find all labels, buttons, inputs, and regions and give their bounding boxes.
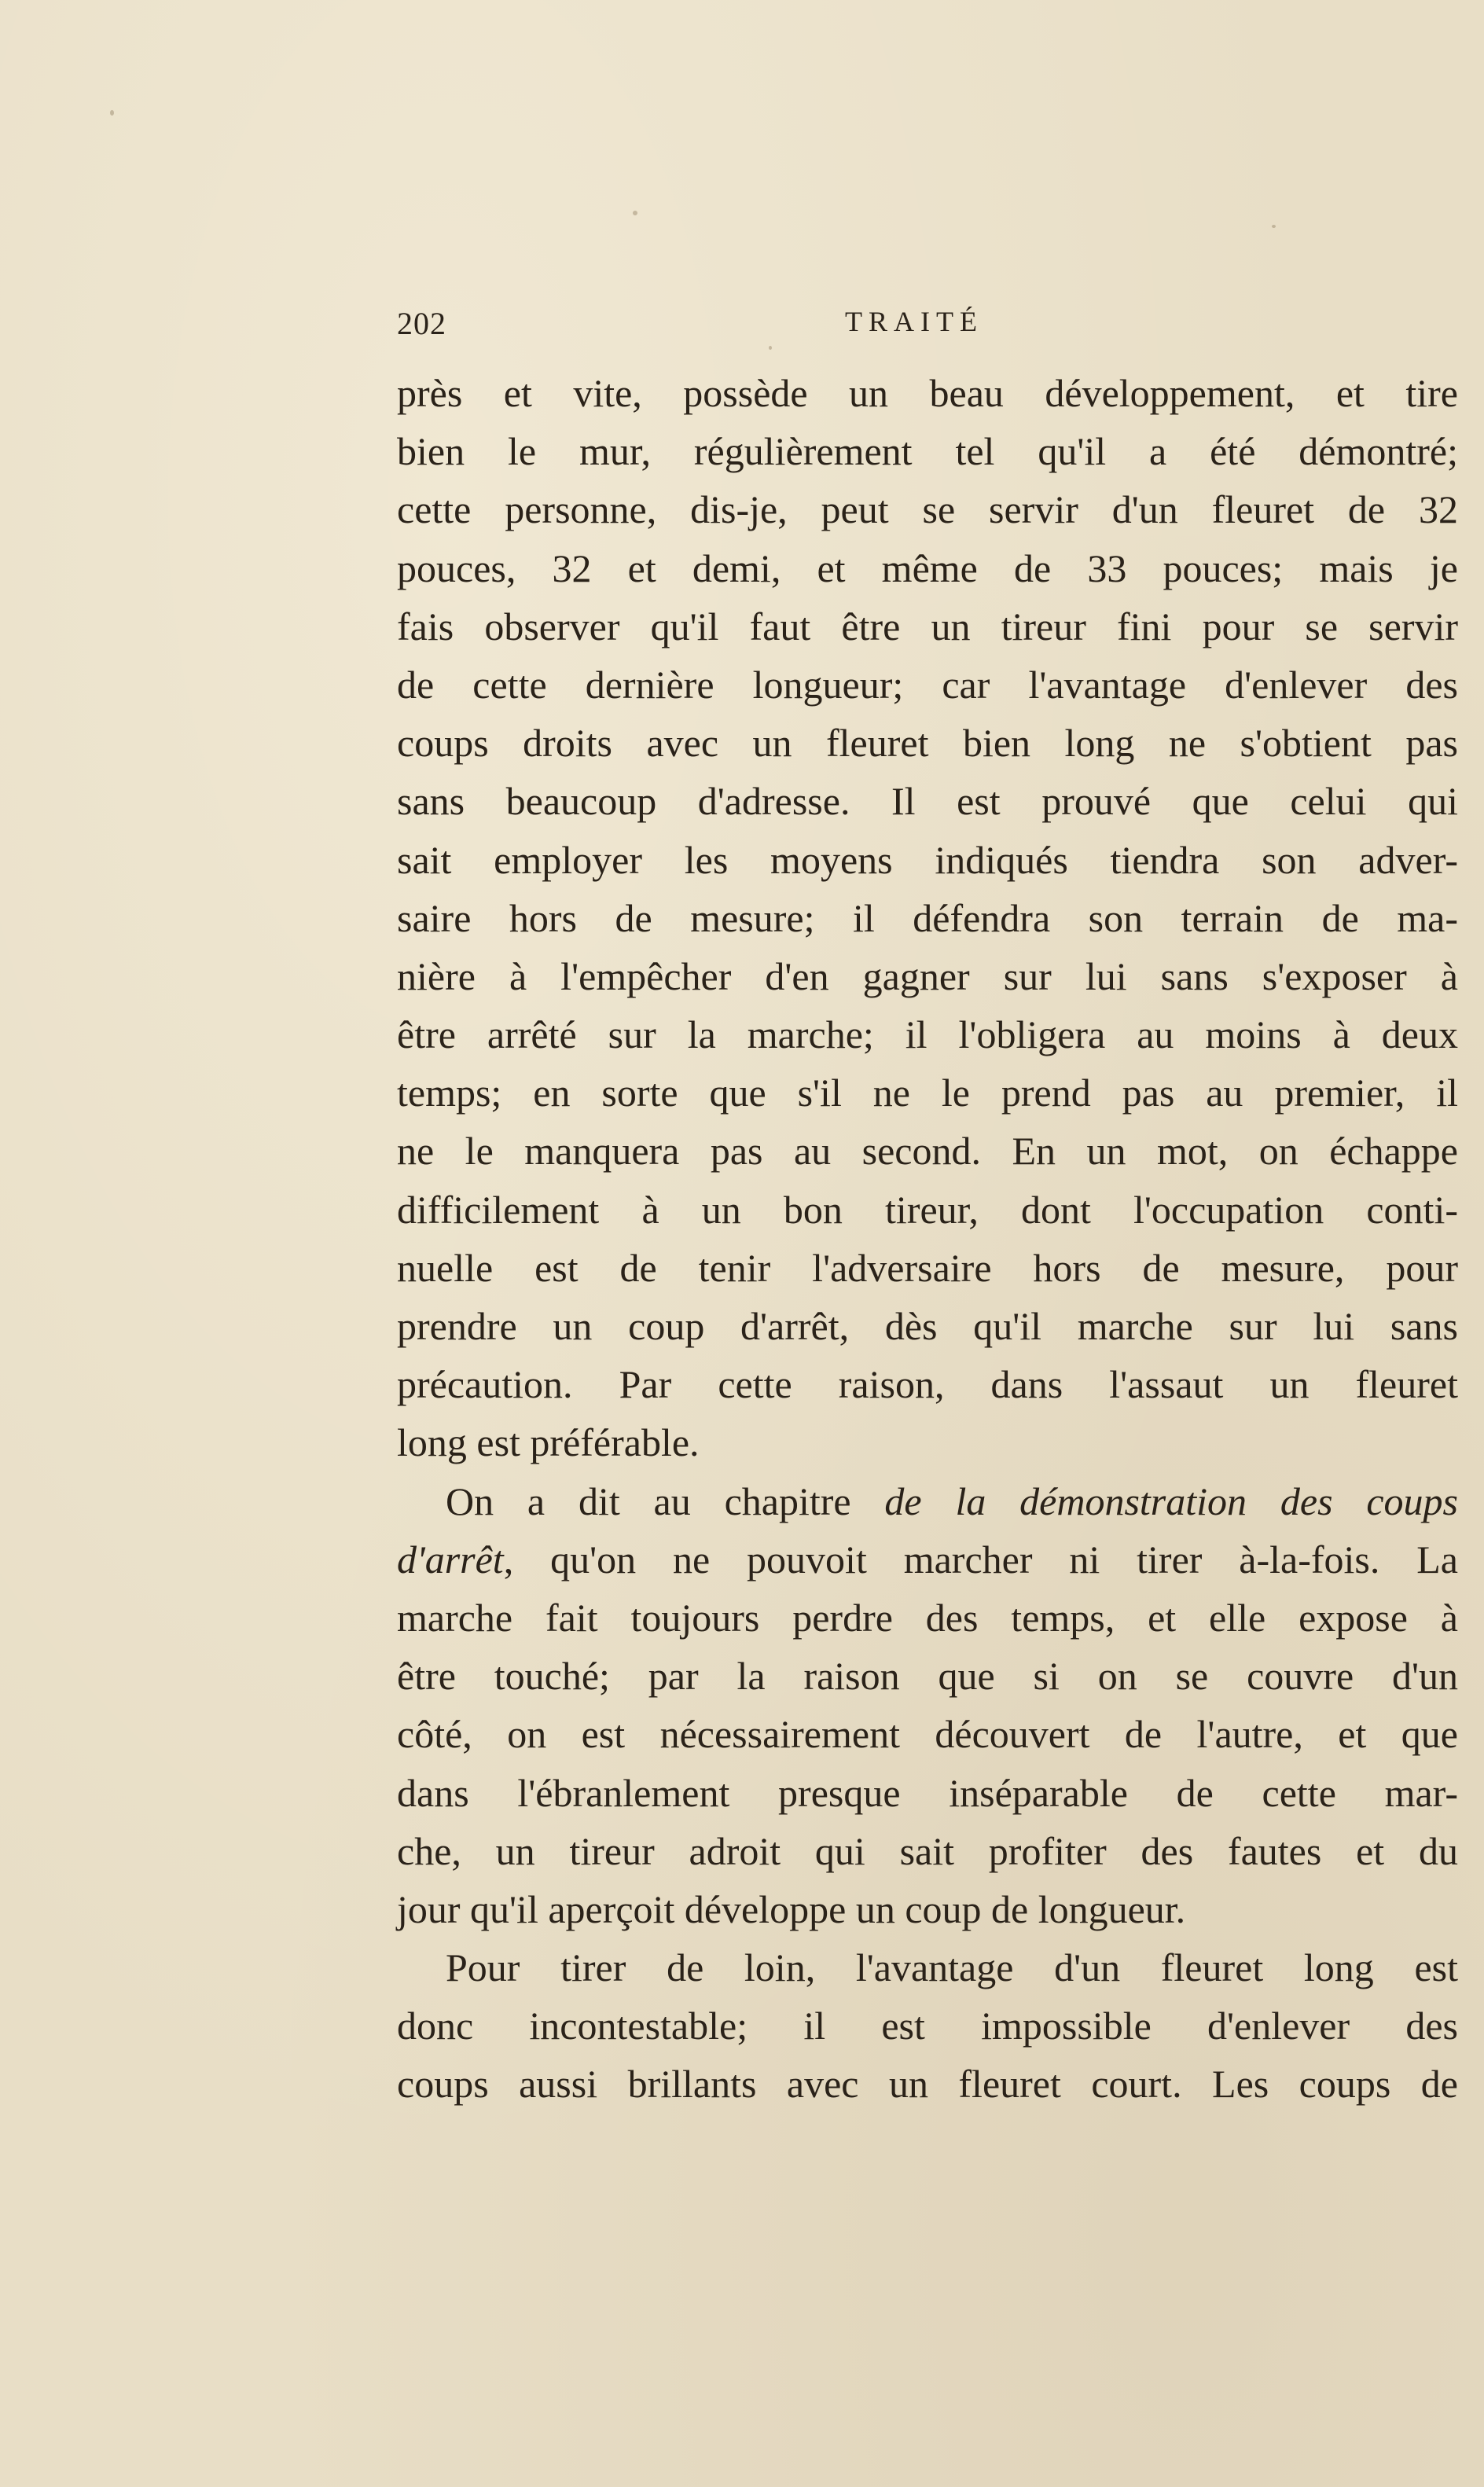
text-line: être touché; par la raison que si on se couvre d'un — [397, 1654, 1458, 1699]
text-line: donc incontestable; il est impossible d'enlever des — [397, 2004, 1458, 2048]
text-line: coups aussi brillants avec un fleuret court. Les coups de — [397, 2062, 1458, 2107]
italic-run: d'arrêt — [397, 1537, 504, 1581]
text-line: jour qu'il aperçoit développe un coup de longueur. — [397, 1886, 1186, 1931]
text-line: près et vite, possède un beau développement, et tire — [397, 371, 1458, 415]
text-line: long est préférable. — [397, 1420, 700, 1465]
body-text — [397, 364, 1458, 2114]
text-line: fais observer qu'il faut être un tireur fini pour se servir — [397, 604, 1458, 648]
page-number: 202 — [397, 306, 446, 341]
text-line: précaution. Par cette raison, dans l'assaut un fleuret — [397, 1362, 1458, 1407]
text-line: difficilement à un bon tireur, dont l'occupation conti- — [397, 1187, 1458, 1232]
text-line: cette personne, dis-je, peut se servir d'un fleuret de 32 — [397, 487, 1458, 532]
text-line: pouces, 32 et demi, et même de 33 pouces; mais je — [397, 546, 1458, 590]
text-line: ne le manquera pas au second. En un mot, on échappe — [397, 1129, 1458, 1174]
text-run: , qu'on ne pouvoit marcher ni tirer à-la-fois. La — [503, 1537, 1458, 1581]
running-title: TRAITÉ — [845, 306, 983, 337]
text-line: nière à l'empêcher d'en gagner sur lui sans s'exposer à — [397, 953, 1458, 998]
text-line: être arrêté sur la marche; il l'obligera au moins à deux — [397, 1012, 1458, 1057]
paper-speck — [110, 110, 114, 116]
text-line: côté, on est nécessairement découvert de l'autre, et que — [397, 1712, 1458, 1757]
text-line: sans beaucoup d'adresse. Il est prouvé que celui qui — [397, 779, 1458, 824]
paragraph-first-line — [397, 1472, 1458, 1530]
text-line: sait employer les moyens indiqués tiendra son adver- — [397, 837, 1458, 882]
running-head — [397, 305, 1434, 352]
text-line: marche fait toujours perdre des temps, et elle expose à — [397, 1595, 1458, 1640]
text-line: che, un tireur adroit qui sait profiter des fautes et du — [397, 1828, 1458, 1873]
text-line: bien le mur, régulièrement tel qu'il a été démontré; — [397, 429, 1458, 474]
paper-speck — [633, 211, 637, 215]
text-line: dans l'ébranlement presque inséparable de cette mar- — [397, 1770, 1458, 1815]
italic-run: de la démonstration des coups — [884, 1479, 1458, 1523]
paper-speck — [1272, 225, 1276, 228]
text-line — [397, 1530, 1458, 1589]
text-run: On a dit au chapitre — [446, 1479, 885, 1523]
text-line: temps; en sorte que s'il ne le prend pas au premier, il — [397, 1071, 1458, 1115]
text-line: saire hors de mesure; il défendra son terrain de ma- — [397, 895, 1458, 940]
text-line: de cette dernière longueur; car l'avantage d'enlever des — [397, 662, 1458, 707]
text-line: nuelle est de tenir l'adversaire hors de mesure, pour — [397, 1245, 1458, 1290]
text-line: coups droits avec un fleuret bien long ne s'obtient pas — [397, 721, 1458, 766]
paragraph-first-line: Pour tirer de loin, l'avantage d'un fleuret long est — [446, 1945, 1458, 1990]
text-line: prendre un coup d'arrêt, dès qu'il marche sur lui sans — [397, 1304, 1458, 1348]
